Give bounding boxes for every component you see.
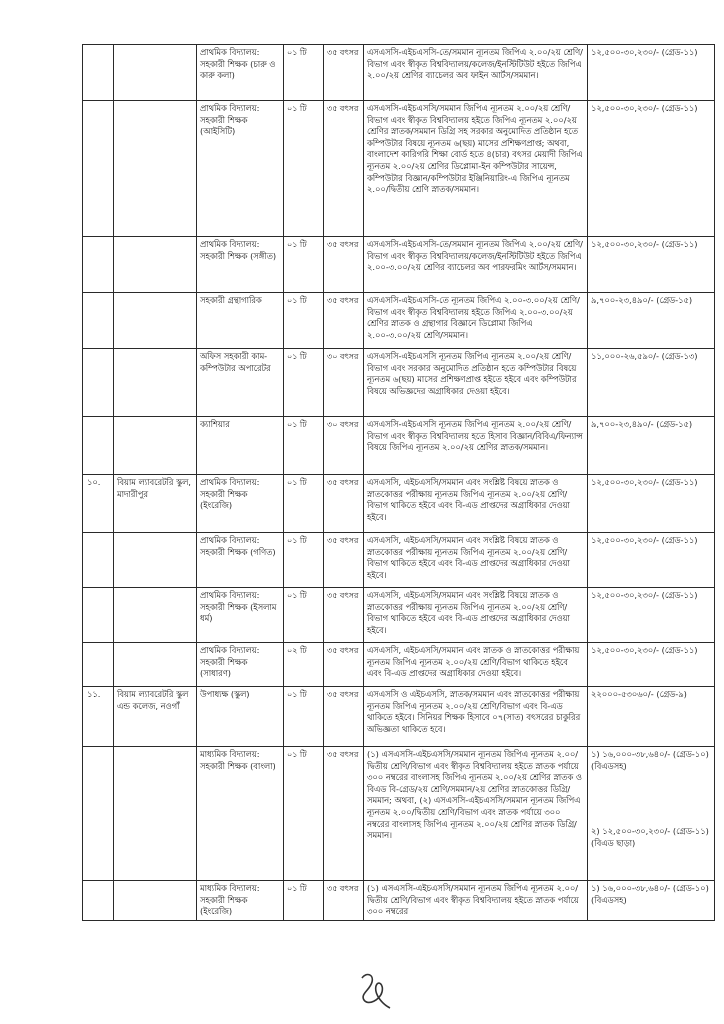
pay-scale-cell [588, 45, 715, 101]
vacancy-count-cell [284, 881, 324, 921]
qualification-cell-text: (১) এসএসসি-এইচএসসি/সমমান ন্যূনতম জিপিএ ন্যূনতম ২.০০/দ্বিতীয় শ্রেণি/বিভাগ এবং স্বীকৃত বিশ্ববিদ্যালয় হইতে স্নাতক পর্যায়ে ৩০০ নম্বরের [367, 883, 579, 917]
signature-mark [352, 964, 398, 1014]
qualification-cell-text: এসএসসি-এইচএসসি-তে/সমমান ন্যূনতম জিপিএ ২.০০/২য় শ্রেণি/বিভাগ এবং স্বীকৃত বিশ্ববিদ্যালয়/কলেজ/ইনস্টিটিউট হইতে জিপিএ ২.০০/২য় শ্রেণির ব্যাচেলর অব ফাইন আর্টস/সমমান। [367, 47, 583, 81]
post-name-cell-text: মাধ্যমিক বিদ্যালয়: সহকারী শিক্ষক (ইংরেজি) [200, 883, 260, 917]
post-name-cell [197, 101, 284, 237]
pay-scale-alt-text: ২) ১২,৫০০-৩০,২৩০/- (গ্রেড-১১) (বিএড ছাড়া) [591, 826, 709, 848]
post-name-cell-text: অফিস সহকারী কাম-কম্পিউটার অপারেটর [200, 351, 271, 373]
vacancy-count-cell [284, 687, 324, 747]
max-age-cell-text: ৩৫ বৎসর [327, 240, 359, 249]
vacancy-count-cell-text: ০১ টি [287, 884, 307, 893]
vacancy-count-cell [284, 643, 324, 687]
qualification-cell [364, 237, 588, 293]
serial-number-cell-text: ১০. [87, 477, 101, 487]
pay-scale-cell-text: ১২,৫০০-৩০,২৩০/- (গ্রেড-১১) [591, 590, 698, 600]
serial-number-cell [83, 643, 114, 687]
post-name-cell-text: মাধ্যমিক বিদ্যালয়: সহকারী শিক্ষক (বাংলা) [200, 749, 276, 771]
table-row [83, 881, 715, 921]
post-name-cell-text: প্রাথমিক বিদ্যালয়: সহকারী শিক্ষক (সাধারণ) [200, 645, 260, 679]
institution-cell [114, 533, 197, 588]
serial-number-cell [83, 475, 114, 533]
post-name-cell [197, 349, 284, 417]
vacancy-count-cell-text: ০১ টি [287, 591, 307, 600]
post-name-cell [197, 588, 284, 643]
max-age-cell [324, 293, 364, 349]
table-row [83, 533, 715, 588]
serial-number-cell [83, 349, 114, 417]
institution-cell [114, 588, 197, 643]
table-row [83, 747, 715, 881]
qualification-cell [364, 101, 588, 237]
institution-cell [114, 293, 197, 349]
pay-scale-cell-text: ১২,৫০০-৩০,২৩০/- (গ্রেড-১১) [591, 47, 698, 57]
pay-scale-cell [588, 475, 715, 533]
post-name-cell-text: প্রাথমিক বিদ্যালয়: সহকারী শিক্ষক (গণিত) [200, 535, 276, 557]
serial-number-cell [83, 45, 114, 101]
pay-scale-cell-text: ৯,৭০০-২৩,৪৯০/- (গ্রেড-১৫) [591, 419, 693, 429]
vacancy-count-cell-text: ০১ টি [287, 104, 307, 113]
table-row [83, 349, 715, 417]
institution-cell [114, 237, 197, 293]
qualification-cell-text: এসএসসি-এইচএসসি-তে/সমমান ন্যূনতম জিপিএ ২.০০/২য় শ্রেণি/বিভাগ এবং স্বীকৃত বিশ্ববিদ্যালয়/কলেজ/ইনস্টিটিউট হইতে জিপিএ ২.০০-৩.০০/২য় শ্রেণির ব্যাচেলর অব পারফরমিং আর্টস/সমমান। [367, 239, 583, 273]
pay-scale-cell-text: ১) ১৬,০০০-৩৮,৬৪০/- (গ্রেড-১০) (বিএডসহ) [591, 749, 709, 771]
vacancy-count-cell [284, 533, 324, 588]
max-age-cell [324, 101, 364, 237]
qualification-cell [364, 45, 588, 101]
pay-scale-cell-text: ১২,৫০০-৩০,২৩০/- (গ্রেড-১১) [591, 645, 698, 655]
institution-cell [114, 45, 197, 101]
vacancy-count-cell [284, 45, 324, 101]
table-row [83, 643, 715, 687]
pay-scale-cell [588, 643, 715, 687]
institution-cell [114, 643, 197, 687]
serial-number-cell [83, 101, 114, 237]
serial-number-cell [83, 747, 114, 881]
institution-cell [114, 881, 197, 921]
pay-scale-cell-text: ১) ১৬,০০০-৩৮,৬৪০/- (গ্রেড-১০) (বিএডসহ) [591, 883, 709, 905]
vacancy-count-cell-text: ০১ টি [287, 352, 307, 361]
max-age-cell-text: ৩৫ বৎসর [327, 884, 359, 893]
vacancy-count-cell [284, 475, 324, 533]
vacancy-count-cell-text: ০১ টি [287, 240, 307, 249]
serial-number-cell [83, 687, 114, 747]
table-row [83, 237, 715, 293]
qualification-cell [364, 747, 588, 881]
post-name-cell [197, 533, 284, 588]
qualification-cell [364, 293, 588, 349]
post-name-cell-text: সহকারী গ্রন্থাগারিক [200, 295, 262, 305]
qualification-cell [364, 417, 588, 475]
qualification-cell-text: এসএসসি ও এইচএসসি, স্নাতক/সমমান এবং স্নাতকোত্তর পরীক্ষায় ন্যূনতম জিপিএ ন্যূনতম ২.০০/২য় শ্রেণি/বিভাগ এবং বি-এড থাকিতে হইবে। সিনিয়র শিক্ষক হিসাবে ০৭(সাত) বৎসরের চাকুরির অভিজ্ঞতা থাকিতে হবে। [367, 689, 581, 734]
table-row [83, 101, 715, 237]
pay-scale-cell-text: ১২,৫০০-৩০,২৩০/- (গ্রেড-১১) [591, 103, 698, 113]
vacancy-count-cell [284, 237, 324, 293]
vacancy-count-cell-text: ০১ টি [287, 296, 307, 305]
vacancy-count-cell-text: ০১ টি [287, 478, 307, 487]
post-name-cell [197, 237, 284, 293]
table-row [83, 293, 715, 349]
max-age-cell-text: ৩৫ বৎসর [327, 104, 359, 113]
post-name-cell [197, 747, 284, 881]
max-age-cell [324, 417, 364, 475]
pay-scale-cell [588, 533, 715, 588]
pay-scale-cell [588, 293, 715, 349]
pay-scale-cell-text: ৯,৭০০-২৩,৪৯০/- (গ্রেড-১৫) [591, 295, 693, 305]
serial-number-cell [83, 293, 114, 349]
serial-number-cell [83, 417, 114, 475]
qualification-cell-text: এসএসসি, এইচএসসি/সমমান এবং স্নাতক ও স্নাতকোত্তর পরীক্ষায় ন্যূনতম জিপিএ ন্যূনতম ২.০০/২য় শ্রেণি/বিভাগ থাকিতে হইবে এবং বি-এড প্রাপ্তদের অগ্রাধিকার দেওয়া হইবে। [367, 645, 580, 679]
vacancy-count-cell [284, 417, 324, 475]
pay-scale-cell [588, 588, 715, 643]
qualification-cell-text: এসএসসি, এইচএসসি/সমমান এবং সংশ্লিষ্ট বিষয়ে স্নাতক ও স্নাতকোত্তর পরীক্ষায় ন্যূনতম জিপিএ ন্যূনতম ২.০০/২য় শ্রেণি/বিভাগ থাকিতে হইবে এবং বি-এড প্রাপ্তদের অগ্রাধিকার দেওয়া হইবে। [367, 477, 570, 522]
vacancy-count-cell-text: ০১ টি [287, 690, 307, 699]
qualification-cell-text: এসএসসি, এইচএসসি/সমমান এবং সংশ্লিষ্ট বিষয়ে স্নাতক ও স্নাতকোত্তর পরীক্ষায় ন্যূনতম জিপিএ ন্যূনতম ২.০০/২য় শ্রেণি/বিভাগ থাকিতে হইবে এবং বি-এড প্রাপ্তদের অগ্রাধিকার দেওয়া হইবে। [367, 590, 570, 635]
max-age-cell [324, 237, 364, 293]
institution-cell [114, 475, 197, 533]
vacancy-count-cell [284, 349, 324, 417]
pay-scale-cell [588, 881, 715, 921]
max-age-cell [324, 533, 364, 588]
post-name-cell [197, 881, 284, 921]
serial-number-cell [83, 237, 114, 293]
max-age-cell-text: ৩৫ বৎসর [327, 536, 359, 545]
max-age-cell [324, 475, 364, 533]
post-name-cell [197, 475, 284, 533]
post-name-cell-text: প্রাথমিক বিদ্যালয়: সহকারী শিক্ষক (ইংরেজি) [200, 477, 260, 511]
vacancy-count-cell [284, 293, 324, 349]
pay-scale-cell [588, 101, 715, 237]
pay-scale-cell [588, 237, 715, 293]
qualification-cell [364, 881, 588, 921]
recruitment-table-page [82, 44, 714, 921]
post-name-cell-text: প্রাথমিক বিদ্যালয়: সহকারী শিক্ষক (আইসিটি) [200, 103, 260, 137]
qualification-cell-text: এসএসসি-এইচএসসি-তে ন্যূনতম জিপিএ ২.০০-৩.০০/২য় শ্রেণি/বিভাগ এবং স্বীকৃত বিশ্ববিদ্যালয় হইতে জিপিএ ২.০০-৩.০০/২য় শ্রেণির স্নাতক ও গ্রন্থাগার বিজ্ঞানে ডিপ্লোমা জিপিএ ২.০০-৩.০০/২য় শ্রেণি/সমমান। [367, 295, 580, 340]
pay-scale-cell-text: ১২,৫০০-৩০,২৩০/- (গ্রেড-১১) [591, 535, 698, 545]
max-age-cell [324, 881, 364, 921]
post-name-cell [197, 687, 284, 747]
qualification-cell [364, 349, 588, 417]
serial-number-cell [83, 588, 114, 643]
max-age-cell-text: ৩০ বৎসর [327, 420, 359, 429]
institution-cell-text: বিয়াম ল্যাবরেটরি স্কুল এন্ড কলেজ, নওগাঁ [117, 689, 189, 711]
pay-scale-cell-text: ১১,০০০-২৬,৫৯০/- (গ্রেড-১৩) [591, 351, 698, 361]
max-age-cell-text: ৩০ বৎসর [327, 352, 359, 361]
post-name-cell-text: প্রাথমিক বিদ্যালয়: সহকারী শিক্ষক (সঙ্গীত) [200, 239, 277, 261]
qualification-cell-text: এসএসসি, এইচএসসি/সমমান এবং সংশ্লিষ্ট বিষয়ে স্নাতক ও স্নাতকোত্তর পরীক্ষায় ন্যূনতম জিপিএ ন্যূনতম ২.০০/২য় শ্রেণি/বিভাগ থাকিতে হইবে এবং বি-এড প্রাপ্তদের অগ্রাধিকার দেওয়া হইবে। [367, 535, 570, 580]
max-age-cell-text: ৩৫ বৎসর [327, 646, 359, 655]
post-name-cell-text: প্রাথমিক বিদ্যালয়: সহকারী শিক্ষক (ইসলাম ধর্ম) [200, 590, 277, 624]
qualification-cell [364, 588, 588, 643]
max-age-cell-text: ৩৫ বৎসর [327, 750, 359, 759]
vacancy-table [82, 44, 715, 921]
vacancy-count-cell-text: ০১ টি [287, 420, 307, 429]
post-name-cell [197, 293, 284, 349]
institution-cell [114, 101, 197, 237]
qualification-cell [364, 533, 588, 588]
pay-scale-cell-text: ২২০০০-৫৩০৬০/- (গ্রেড-৯) [591, 689, 687, 699]
serial-number-cell-text: ১১. [87, 689, 101, 699]
post-name-cell-text: ক্যাশিয়ার [200, 419, 230, 429]
qualification-cell [364, 643, 588, 687]
table-row [83, 417, 715, 475]
pay-scale-cell-text: ১২,৫০০-৩০,২৩০/- (গ্রেড-১১) [591, 477, 698, 487]
max-age-cell-text: ৩৫ বৎসর [327, 296, 359, 305]
max-age-cell [324, 687, 364, 747]
serial-number-cell [83, 533, 114, 588]
qualification-cell [364, 687, 588, 747]
max-age-cell [324, 588, 364, 643]
post-name-cell [197, 417, 284, 475]
qualification-cell [364, 475, 588, 533]
max-age-cell [324, 349, 364, 417]
pay-scale-cell [588, 687, 715, 747]
institution-cell [114, 417, 197, 475]
max-age-cell-text: ৩৫ বৎসর [327, 591, 359, 600]
qualification-cell-text: এসএসসি-এইচএসসি/সমমান জিপিএ ন্যূনতম ২.০০/২য় শ্রেণি/বিভাগ এবং স্বীকৃত বিশ্ববিদ্যালয় হইতে জিপিএ ন্যূনতম ২.০০/২য় শ্রেণির স্নাতক/সমমান ডিগ্রি সহ সরকার অনুমোদিত প্রতিষ্ঠান হতে কম্পিউটার বিষয়ে ন্যূনতম ৬(ছয়) মাসের প্রশিক্ষণপ্রাপ্ত; অথবা, বাংলাদেশ কারিগরি শিক্ষা বোর্ড হতে ৪(চার) বৎসর মেয়াদী জিপিএ ন্যূনতম ২.০০/২য় শ্রেণির ডিপ্লোমা-ইন কম্পিউটার সায়েন্স, কম্পিউটার বিজ্ঞান/কম্পিউটার ইঞ্জিনিয়ারিং-এ জিপিএ ন্যূনতম ২.০০/দ্বিতীয় শ্রেণি স্নাতক/সমমান। [367, 103, 583, 195]
post-name-cell [197, 45, 284, 101]
post-name-cell [197, 643, 284, 687]
table-row [83, 475, 715, 533]
max-age-cell [324, 643, 364, 687]
pay-scale-cell-text: ১২,৫০০-৩০,২৩০/- (গ্রেড-১১) [591, 239, 698, 249]
institution-cell [114, 349, 197, 417]
post-name-cell-text: উপাধ্যক্ষ (স্কুল) [200, 689, 250, 699]
max-age-cell-text: ৩৫ বৎসর [327, 478, 359, 487]
table-row [83, 45, 715, 101]
qualification-cell-text: এসএসসি-এইচএসসি ন্যূনতম জিপিএ ন্যূনতম ২.০০/২য় শ্রেণি/বিভাগ এবং স্বীকৃত বিশ্ববিদ্যালয় হতে হিসাব বিজ্ঞান/বিবিএ/ফিন্যান্স বিষয়ে জিপিএ ন্যূনতম ২.০০/২য় শ্রেণির স্নাতক/সমমান। [367, 419, 583, 453]
pay-scale-cell [588, 747, 715, 881]
max-age-cell [324, 747, 364, 881]
vacancy-count-cell [284, 747, 324, 881]
vacancy-count-cell-text: ০১ টি [287, 48, 307, 57]
qualification-cell-text: (১) এসএসসি-এইচএসসি/সমমান ন্যূনতম জিপিএ ন্যূনতম ২.০০/দ্বিতীয় শ্রেণি/বিভাগ এবং স্বীকৃত বিশ্ববিদ্যালয় হইতে স্নাতক পর্যায়ে ৩০০ নম্বরের বাংলাসহ জিপিএ ন্যূনতম ২.০০/২য় শ্রেণির স্নাতক ও বিএড বি-গ্রেড/২য় শ্রেণি/সমমান/২য় শ্রেণির স্নাতকোত্তর ডিগ্রি/সমমান; অথবা, (২) এসএসসি-এইচএসসি/সমমান ন্যূনতম জিপিএ ন্যূনতম ২.০০/দ্বিতীয় শ্রেণি/বিভাগ এবং স্নাতক পর্যায়ে ৩০০ নম্বরের বাংলাসহ জিপিএ ন্যূনতম ২.০০/২য় শ্রেণির স্নাতক ডিগ্রি/সমমান। [367, 749, 582, 841]
vacancy-count-cell-text: ০১ টি [287, 536, 307, 545]
max-age-cell-text: ৩৫ বৎসর [327, 690, 359, 699]
pay-scale-cell [588, 417, 715, 475]
post-name-cell-text: প্রাথমিক বিদ্যালয়: সহকারী শিক্ষক (চারু ও কারু কলা) [200, 47, 276, 81]
max-age-cell-text: ৩৫ বৎসর [327, 48, 359, 57]
table-row [83, 588, 715, 643]
institution-cell [114, 747, 197, 881]
pay-scale-cell [588, 349, 715, 417]
serial-number-cell [83, 881, 114, 921]
institution-cell-text: বিয়াম ল্যাবরেটরি স্কুল, মাদারীপুর [117, 477, 191, 499]
institution-cell [114, 687, 197, 747]
table-row [83, 687, 715, 747]
max-age-cell [324, 45, 364, 101]
vacancy-count-cell [284, 101, 324, 237]
vacancy-count-cell [284, 588, 324, 643]
qualification-cell-text: এসএসসি-এইচএসসি ন্যূনতম জিপিএ ন্যূনতম ২.০০/২য় শ্রেণি/বিভাগ এবং সরকার অনুমোদিত প্রতিষ্ঠান হতে কম্পিউটার বিষয়ে ন্যূনতম ৬(ছয়) মাসের প্রশিক্ষণপ্রাপ্ত হইতে হইবে এবং কম্পিউটার বিষয়ে অভিজ্ঞদের অগ্রাধিকার দেওয়া হইবে। [367, 351, 577, 396]
vacancy-count-cell-text: ০১ টি [287, 750, 307, 759]
vacancy-count-cell-text: ০২ টি [287, 646, 307, 655]
